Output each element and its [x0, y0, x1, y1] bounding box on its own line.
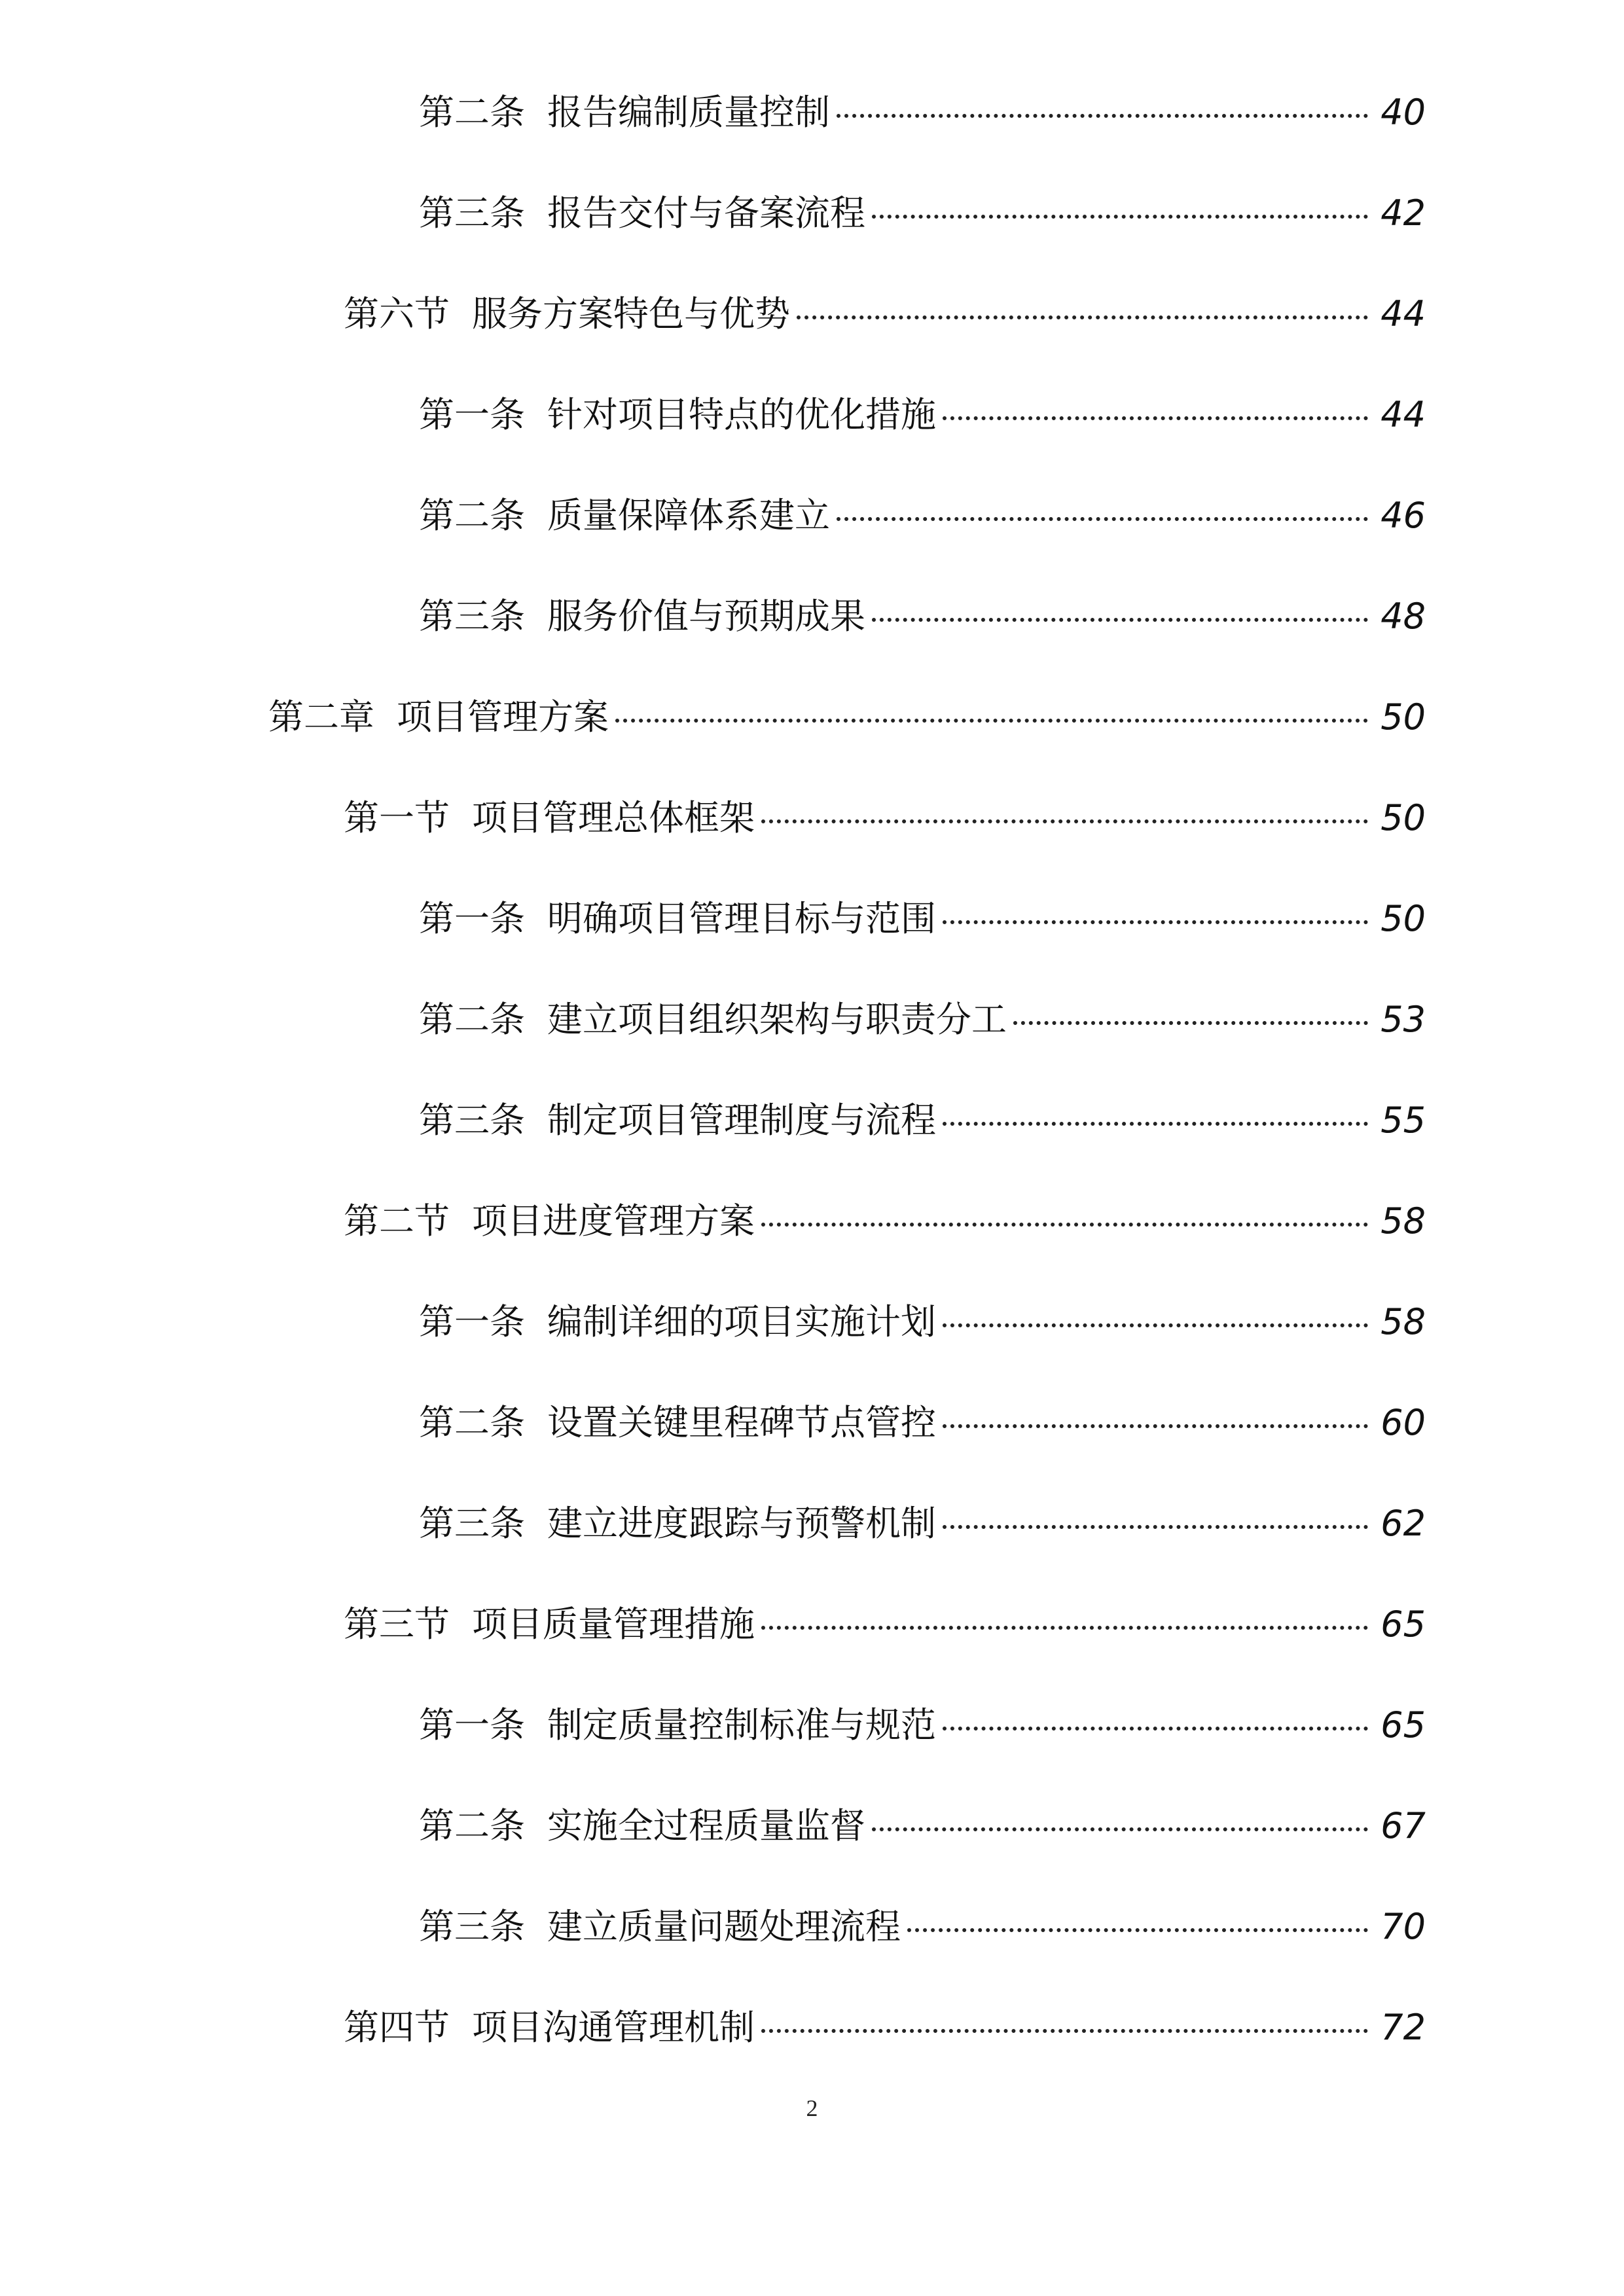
toc-entry-title: 明确项目管理目标与范围 — [547, 898, 936, 939]
toc-dot-leader — [761, 819, 1368, 823]
toc-entry-label — [344, 288, 790, 340]
toc-entry-label — [419, 1800, 865, 1852]
toc-entry-label — [344, 2001, 755, 2054]
toc-entry[interactable] — [344, 2001, 1426, 2054]
toc-entry-page: 58 — [1380, 1200, 1426, 1242]
toc-entry-title: 质量保障体系建立 — [547, 495, 830, 536]
toc-entry-title: 服务价值与预期成果 — [547, 596, 865, 637]
toc-entry-number: 第二条 — [419, 92, 525, 133]
toc-entry-title: 项目管理方案 — [397, 696, 609, 738]
toc-entry-number: 第三条 — [419, 1503, 525, 1544]
toc-entry[interactable] — [419, 590, 1426, 643]
toc-dot-leader — [615, 719, 1368, 723]
toc-entry-number: 第六节 — [344, 293, 450, 334]
toc-entry-title: 制定项目管理制度与流程 — [547, 1100, 936, 1141]
toc-dot-leader — [943, 1424, 1368, 1428]
toc-entry-page: 46 — [1380, 495, 1426, 536]
toc-entry-label — [419, 1901, 901, 1953]
toc-dot-leader — [943, 920, 1368, 924]
toc-dot-leader — [761, 2029, 1368, 2033]
toc-entry-page: 40 — [1380, 92, 1426, 133]
toc-dot-leader — [943, 1122, 1368, 1126]
page-number: 2 — [806, 2095, 818, 2121]
toc-entry-page: 65 — [1380, 1604, 1426, 1645]
toc-entry[interactable] — [419, 389, 1426, 441]
toc-entry-page: 42 — [1380, 192, 1426, 234]
toc-entry[interactable] — [344, 792, 1426, 844]
toc-entry-label — [419, 1699, 936, 1751]
toc-entry-label — [419, 187, 865, 240]
toc-entry-label — [419, 893, 936, 945]
toc-entry-title: 制定质量控制标准与规范 — [547, 1704, 936, 1746]
toc-entry-label — [419, 1094, 936, 1147]
toc-entry-page: 67 — [1380, 1805, 1426, 1846]
toc-entry-label — [419, 590, 865, 643]
toc-entry-number: 第一条 — [419, 1704, 525, 1746]
toc-entry-label — [344, 1195, 755, 1247]
toc-entry-label — [419, 1397, 936, 1449]
toc-entry-label — [344, 1598, 755, 1651]
toc-entry-number: 第三条 — [419, 1100, 525, 1141]
toc-entry-number: 第二章 — [268, 696, 374, 738]
toc-entry[interactable] — [419, 1699, 1426, 1751]
toc-entry-label — [419, 1296, 936, 1348]
toc-entry[interactable] — [419, 1094, 1426, 1147]
toc-entry-number: 第一条 — [419, 898, 525, 939]
toc-entry-title: 项目质量管理措施 — [472, 1604, 755, 1645]
toc-entry[interactable] — [419, 187, 1426, 240]
toc-entry-page: 48 — [1380, 596, 1426, 637]
toc-entry-page: 72 — [1380, 2007, 1426, 2048]
toc-dot-leader — [761, 1626, 1368, 1630]
toc-entry[interactable] — [344, 1195, 1426, 1247]
toc-entry-page: 62 — [1380, 1503, 1426, 1544]
toc-entry-number: 第三条 — [419, 192, 525, 234]
toc-entry-label — [268, 691, 609, 744]
toc-entry-number: 第一节 — [344, 797, 450, 838]
toc-entry[interactable] — [419, 1397, 1426, 1449]
toc-entry-label — [419, 490, 830, 542]
toc-entry-page: 53 — [1380, 999, 1426, 1040]
toc-entry[interactable] — [419, 1296, 1426, 1348]
toc-entry-title: 建立项目组织架构与职责分工 — [547, 999, 1007, 1040]
toc-entry-title: 报告编制质量控制 — [547, 92, 830, 133]
toc-entry-title: 设置关键里程碑节点管控 — [547, 1402, 936, 1443]
toc-entry-title: 针对项目特点的优化措施 — [547, 394, 936, 435]
toc-entry-page: 50 — [1380, 797, 1426, 838]
toc-entry-number: 第二条 — [419, 999, 525, 1040]
toc-entry-page: 70 — [1380, 1906, 1426, 1947]
toc-dot-leader — [761, 1223, 1368, 1227]
toc-entry[interactable] — [419, 994, 1426, 1046]
toc-entry-number: 第三节 — [344, 1604, 450, 1645]
toc-entry-number: 第一条 — [419, 1301, 525, 1342]
toc-entry-title: 服务方案特色与优势 — [472, 293, 790, 334]
toc-dot-leader — [943, 1323, 1368, 1327]
toc-entry[interactable] — [344, 288, 1426, 340]
toc-dot-leader — [943, 1525, 1368, 1529]
toc-entry-page: 50 — [1380, 696, 1426, 738]
toc-entry[interactable] — [419, 1498, 1426, 1550]
toc-dot-leader — [872, 215, 1368, 219]
toc-entry[interactable] — [419, 1901, 1426, 1953]
toc-dot-leader — [837, 517, 1368, 521]
toc-entry[interactable] — [419, 1800, 1426, 1852]
toc-entry-page: 55 — [1380, 1100, 1426, 1141]
toc-entry-number: 第三条 — [419, 596, 525, 637]
toc-entry-page: 44 — [1380, 394, 1426, 435]
toc-entry-title: 项目沟通管理机制 — [472, 2007, 755, 2048]
toc-entry-title: 编制详细的项目实施计划 — [547, 1301, 936, 1342]
toc-entry-page: 65 — [1380, 1704, 1426, 1746]
toc-entry-page: 44 — [1380, 293, 1426, 334]
toc-entry-number: 第二条 — [419, 1402, 525, 1443]
toc-entry-label — [419, 994, 1007, 1046]
toc-entry-number: 第三条 — [419, 1906, 525, 1947]
toc-entry-page: 60 — [1380, 1402, 1426, 1443]
toc-entry-label — [419, 1498, 936, 1550]
toc-entry-title: 建立进度跟踪与预警机制 — [547, 1503, 936, 1544]
toc-entry-label — [419, 86, 830, 139]
toc-entry-page: 58 — [1380, 1301, 1426, 1342]
toc-dot-leader — [872, 1827, 1368, 1831]
toc-entry[interactable] — [344, 1598, 1426, 1651]
toc-entry-number: 第一条 — [419, 394, 525, 435]
toc-entry-label — [344, 792, 755, 844]
toc-dot-leader — [907, 1928, 1368, 1932]
toc-entry-title: 报告交付与备案流程 — [547, 192, 865, 234]
toc-entry-number: 第二节 — [344, 1200, 450, 1242]
toc-dot-leader — [943, 416, 1368, 420]
toc-entry[interactable] — [419, 86, 1426, 139]
toc-entry-number: 第二条 — [419, 495, 525, 536]
toc-dot-leader — [837, 114, 1368, 118]
toc-entry[interactable] — [268, 691, 1426, 744]
toc-entry-title: 建立质量问题处理流程 — [547, 1906, 901, 1947]
toc-entry-title: 项目进度管理方案 — [472, 1200, 755, 1242]
toc-entry[interactable] — [419, 893, 1426, 945]
toc-entry[interactable] — [419, 490, 1426, 542]
toc-entry-label — [419, 389, 936, 441]
toc-entry-title: 实施全过程质量监督 — [547, 1805, 865, 1846]
toc-entry-title: 项目管理总体框架 — [472, 797, 755, 838]
toc-entry-number: 第四节 — [344, 2007, 450, 2048]
toc-dot-leader — [943, 1727, 1368, 1731]
toc-dot-leader — [1013, 1021, 1368, 1025]
toc-dot-leader — [797, 315, 1368, 319]
toc-entry-number: 第二条 — [419, 1805, 525, 1846]
toc-entry-page: 50 — [1380, 898, 1426, 939]
toc-dot-leader — [872, 618, 1368, 622]
